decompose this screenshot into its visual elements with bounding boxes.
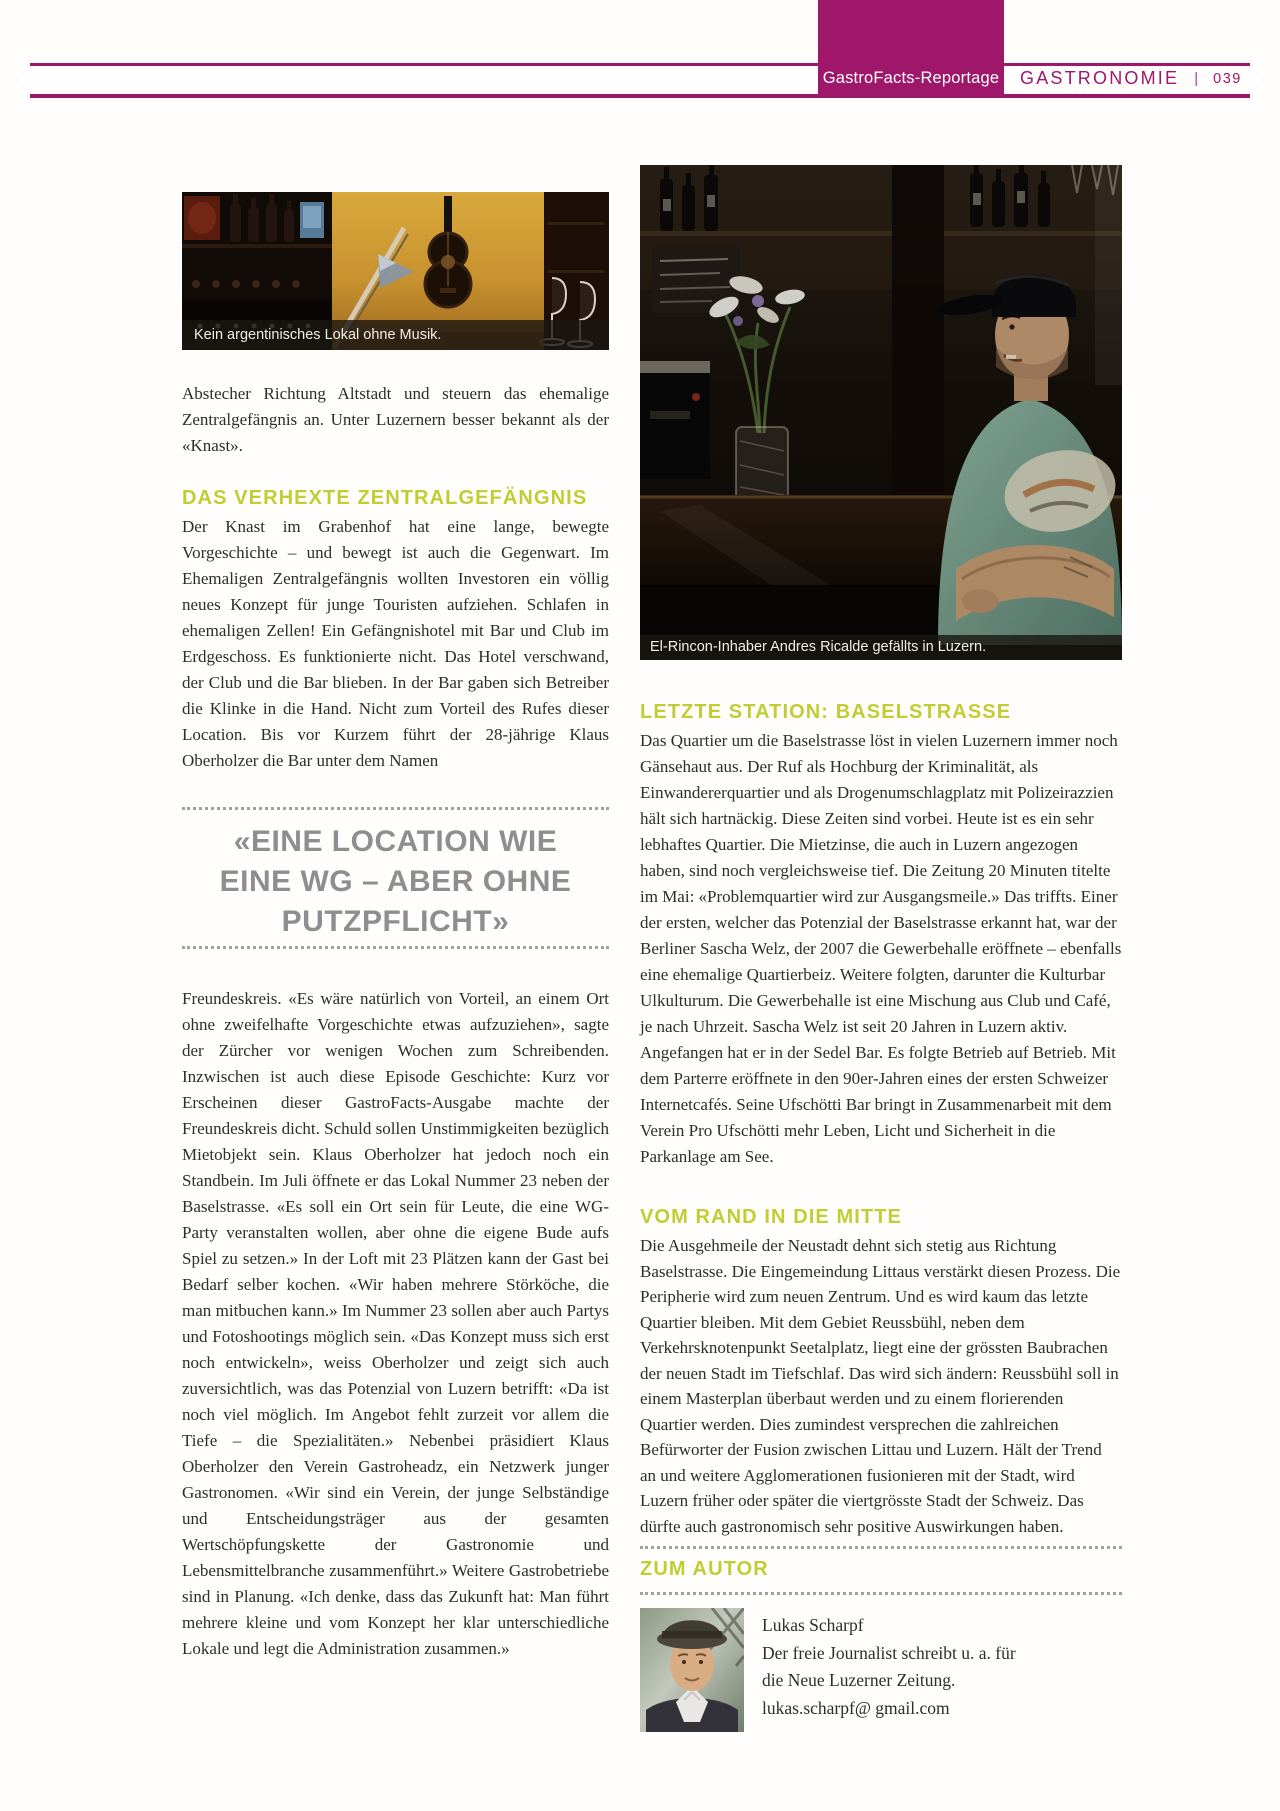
right-photo <box>640 165 1122 660</box>
pullquote-rule-bottom <box>182 946 609 949</box>
kicker-label: GastroFacts-Reportage <box>822 69 1000 87</box>
right-photo-caption: El-Rincon-Inhaber Andres Ricalde gefällts in Luzern. <box>640 635 1122 660</box>
author-photo-illustration <box>640 1608 744 1732</box>
author-bio-line: die Neue Luzerner Zeitung. <box>762 1670 956 1690</box>
intro-paragraph: Abstecher Richtung Altstadt und steuern das ehemalige Zentralgefängnis an. Unter Luzernern besser bekannt als der «Knast». <box>182 384 609 455</box>
heading-baselstrasse: LETZTE STATION: BASELSTRASSE <box>640 701 1012 723</box>
heading-vom-rand: VOM RAND IN DIE MITTE <box>640 1206 902 1228</box>
left-photo <box>182 192 609 350</box>
paragraph-knast: Der Knast im Grabenhof hat eine lange, bewegte Vorgeschichte – und bewegt ist auch die Gegenwart. Im Ehemaligen Zentralgefängnis wollten Investoren ein völlig neues Konzept für junge Touristen aufziehen. Schlafen in ehemaligen Zellen! Ein Gefängnishotel mit Bar und Club im Erdgeschoss. Es funktionierte nicht. Das Hotel verschwand, der Club und die Bar blieben. In der Bar gaben sich Betreiber die Klinke in die Hand. Nicht zum Vorteil des Rufes dieser Location. Bis vor Kurzem führt der 28-jährige Klaus Oberholzer die Bar unter dem Namen <box>182 517 609 770</box>
paragraph-baselstrasse: Das Quartier um die Baselstrasse löst in vielen Luzernern immer noch Gänsehaut aus. Der Ruf als Hochburg der Kriminalität, als Einwandererquartier und als Drogenumschlagplatz mit Polizeirazzien hält sich hartnäckig. Diese Zeiten sind vorbei. Heute ist es ein sehr lebhaftes Quartier. Die Mietzinse, die auch in Luzern angezogen haben, sind noch vergleichsweise tief. Die Zeitung 20 Minuten titelte im Mai: «Problemquartier wird zur Ausgangsmeile.» Das triffts. Einer der ersten, welcher das Potenzial der Baselstrasse erkannt hat, war der Berliner Sascha Welz, der 2007 die Gewerbehalle eröffnete – ebenfalls eine ehemalige Quartierbeiz. Weitere folgten, darunter die Kulturbar Ulkulturum. Die Gewerbehalle ist eine Mischung aus Club und Café, je nach Uhrzeit. Sascha Welz ist seit 20 Jahren in Luzern aktiv. Angefangen hat er in der Sedel Bar. Es folgte Betrieb auf Betrieb. Mit dem Parterre eröffnete in den 90er-Jahren eines der ersten Schweizer Internetcafés. Seine Ufschötti Bar bringt in Zusammenarbeit mit dem Verein Pro Ufschötti mehr Leben, Licht und Sicherheit in die Parkanlage am See. <box>640 731 1122 1166</box>
heading-zum-autor: ZUM AUTOR <box>640 1558 769 1580</box>
author-email: lukas.scharpf@ gmail.com <box>762 1697 950 1718</box>
header-kicker-box <box>818 0 1004 98</box>
header-separator: | <box>1194 70 1199 87</box>
pullquote-line: EINE WG – ABER OHNE <box>219 865 572 898</box>
right-photo-illustration <box>640 165 1122 660</box>
page-number: 039 <box>1213 70 1242 87</box>
author-photo <box>640 1608 744 1732</box>
pullquote-line: «EINE LOCATION WIE <box>233 825 558 858</box>
pullquote <box>182 822 609 942</box>
section-label: GASTRONOMIE <box>1020 68 1180 88</box>
left-photo-caption: Kein argentinisches Lokal ohne Musik. <box>182 320 609 350</box>
author-name: Lukas Scharpf <box>762 1615 864 1635</box>
header-rule-bottom <box>30 94 1250 98</box>
heading-zentralgefaengnis: DAS VERHEXTE ZENTRALGEFÄNGNIS <box>182 487 588 509</box>
paragraph-vom-rand: Die Ausgehmeile der Neustadt dehnt sich stetig aus Richtung Baselstrasse. Die Eingemeindung Littaus verstärkt diesen Prozess. Die Peripherie wird zum neuen Zentrum. Und es wird kaum das letzte Quartier bleiben. Mit dem Gebiet Reussbühl, neben dem Verkehrsknotenpunkt Seetalplatz, liegt eine der grössten Baubrachen der neuen Stadt im Tiefschlaf. Das wird sich ändern: Reussbühl soll in einem Masterplan überbaut werden und zu einem florierenden Quartier werden. Dies zumindest versprechen die zahlreichen Befürworter der Fusion zwischen Littau und Luzern. Hält der Trend an und weitere Agglomerationen fusionieren mit der Stadt, wird Luzern früher oder später die viertgrösste Stadt der Schweiz. Das dürfte auch gastronomisch sehr positive Auswirkungen haben. <box>640 1236 1121 1536</box>
header-meta <box>1020 63 1242 94</box>
author-rule-top <box>640 1546 1122 1549</box>
author-rule-bottom <box>640 1592 1122 1595</box>
author-bio-line: Der freie Journalist schreibt u. a. für <box>762 1642 1016 1663</box>
author-bio <box>762 1612 1016 1722</box>
pullquote-line: PUTZPFLICHT» <box>281 905 510 938</box>
pullquote-rule-top <box>182 807 609 810</box>
paragraph-freundeskreis: Freundeskreis. «Es wäre natürlich von Vorteil, an einem Ort ohne zweifelhafte Vorgeschichte etwas aufzuziehen», sagte der Zürcher vor wenigen Wochen zum Schreibenden. Inzwischen ist auch diese Episode Geschichte: Kurz vor Erscheinen dieser GastroFacts-Ausgabe machte der Freundeskreis dicht. Schuld sollen Unstimmigkeiten bezüglich Mietobjekt sein. Klaus Oberholzer hat jedoch noch ein Standbein. Im Juli öffnete er das Lokal Nummer 23 neben der Baselstrasse. «Es soll ein Ort sein für Leute, die eine WG-Party veranstalten wollen, aber ohne die eigene Bude aufs Spiel zu setzen.» In der Loft mit 23 Plätzen kann der Gast bei Bedarf selber kochen. «Wir haben mehrere Störköche, die man mitbuchen kann.» Im Nummer 23 sollen aber auch Partys und Fotoshootings möglich sein. «Das Konzept muss sich erst noch entwickeln», weiss Oberholzer und zeigt sich auch zuversichtlich, was das Potenzial von Luzern betrifft: «Da ist noch viel möglich. Im Angebot fehlt zurzeit vor allem die Tiefe – die Spezialitäten.» Nebenbei präsidiert Klaus Oberholzer den Verein Gastroheadz, ein Netzwerk junger Gastronomen. «Wir sind ein Verein, der junge Selbständige und Entscheidungsträger aus der gesamten Wertschöpfungskette der Gastronomie und Lebensmittelbranche zusammenführt.» Weitere Gastrobetriebe sind in Planung. «Ich denke, dass das Zukunft hat: Man führt mehrere kleine und vom Konzept her klar unterschiedliche Lokale und legt die Administration zusammen.» <box>182 989 609 1658</box>
